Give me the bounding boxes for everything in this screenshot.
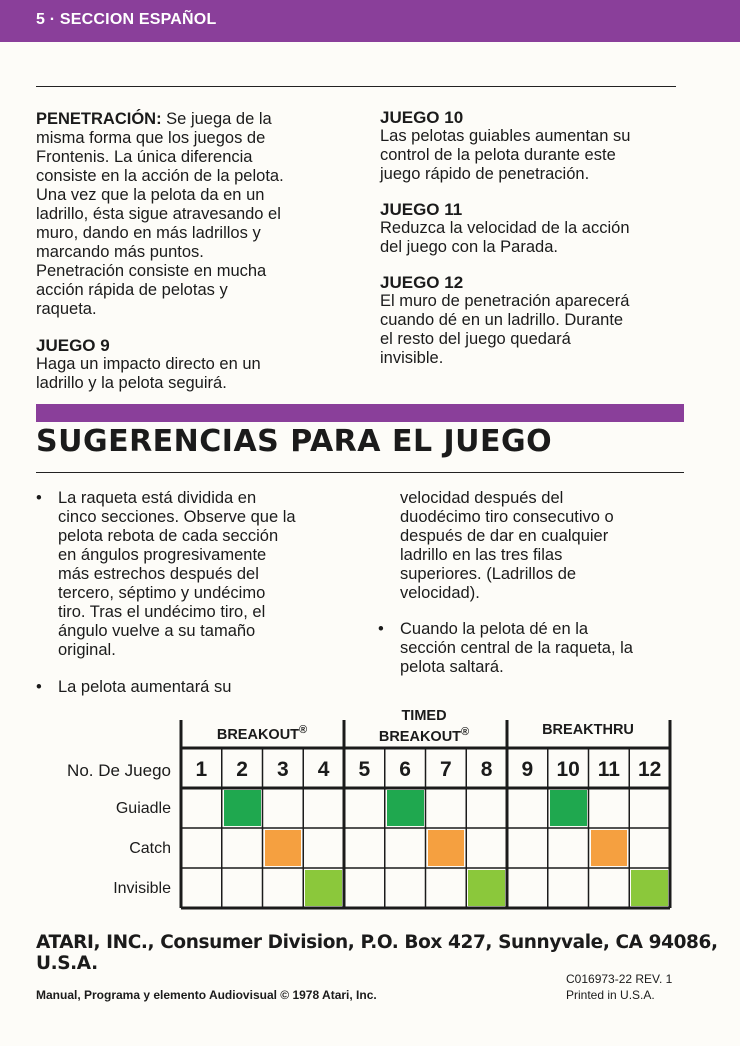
intro-line: raqueta. xyxy=(36,300,97,318)
group-name: BREAKOUT xyxy=(378,728,462,745)
intro-line: acción rápida de pelotas y xyxy=(36,281,228,299)
intro-line: misma forma que los juegos de xyxy=(36,129,266,147)
juego11-title: JUEGO 11 xyxy=(380,200,463,219)
tip-line: Cuando la pelota dé en la xyxy=(400,620,589,638)
juego10-line: Las pelotas guiables aumentan su xyxy=(380,127,631,145)
tip-line: duodécimo tiro consecutivo o xyxy=(400,508,614,526)
intro-line: Frontenis. La única diferencia xyxy=(36,148,253,166)
group-name: BREAKOUT xyxy=(216,726,300,743)
tip-line: ángulo vuelve a su tamaño xyxy=(58,622,256,640)
game-number-2: 2 xyxy=(236,758,248,781)
game-number-6: 6 xyxy=(399,758,411,781)
game-number-3: 3 xyxy=(277,758,289,781)
intro-line: ladrillo, ésta sigue atravesando el xyxy=(36,205,281,223)
printed-in-line: Printed in U.S.A. xyxy=(566,988,655,1002)
game-number-12: 12 xyxy=(637,758,662,781)
game-number-10: 10 xyxy=(556,758,580,781)
intro-line: marcando más puntos. xyxy=(36,243,204,261)
tip-line: ladrillo en las tres filas xyxy=(400,546,563,564)
tips-title: SUGERENCIAS PARA EL JUEGO xyxy=(36,424,553,459)
bullet-dot: • xyxy=(36,489,42,507)
intro-line: Una vez que la pelota da en un xyxy=(36,186,265,204)
juego9-line: ladrillo y la pelota seguirá. xyxy=(36,374,227,392)
copyright-line: Manual, Programa y elemento Audiovisual © 1978 Atari, Inc. xyxy=(36,988,377,1002)
juego11-line: del juego con la Parada. xyxy=(380,238,558,256)
game-number-7: 7 xyxy=(440,758,452,781)
tip-line: tiro. Tras el undécimo tiro, el xyxy=(58,603,266,621)
row-header-no-de-juego: No. De Juego xyxy=(67,761,171,780)
tip-line: más estrechos después del xyxy=(58,565,259,583)
juego10-title: JUEGO 10 xyxy=(380,108,464,127)
tip-line: pelota saltará. xyxy=(400,658,504,676)
bullet-dot: • xyxy=(36,678,42,696)
section-header-text: 5 · SECCION ESPAÑOL xyxy=(36,11,217,28)
tip-line: en ángulos progresivamente xyxy=(58,546,267,564)
game-number-4: 4 xyxy=(317,758,330,781)
juego12-line: invisible. xyxy=(380,349,444,367)
juego12-title: JUEGO 12 xyxy=(380,273,464,292)
tip-line: velocidad después del xyxy=(400,489,564,507)
row-label-catch: Catch xyxy=(129,840,171,857)
tip-line: La raqueta está dividida en xyxy=(58,489,257,507)
juego11-line: Reduzca la velocidad de la acción xyxy=(380,219,630,237)
intro-line: muro, dando en más ladrillos y xyxy=(36,224,261,242)
tip-line: velocidad). xyxy=(400,584,480,602)
tip-line: pelota rebota de cada sección xyxy=(58,527,279,545)
intro-line: Penetración consiste en mucha xyxy=(36,262,267,280)
group-name: TIMED xyxy=(401,708,447,724)
game-number-1: 1 xyxy=(195,758,208,781)
row-label-invisible: Invisible xyxy=(113,880,171,897)
atari-address: ATARI, INC., Consumer Division, P.O. Box 427, Sunnyvale, CA 94086, U.S.A. xyxy=(36,932,718,974)
juego9-title: JUEGO 9 xyxy=(36,336,110,355)
juego12-line: el resto del juego quedará xyxy=(380,330,571,348)
row-label-guiadle: Guiadle xyxy=(115,800,171,817)
group-name: BREAKTHRU xyxy=(542,722,634,738)
juego10-line: control de la pelota durante este xyxy=(380,146,616,164)
intro-line: Se juega de la xyxy=(161,110,272,128)
bullet-dot: • xyxy=(378,620,384,638)
juego9-line: Haga un impacto directo en un xyxy=(36,355,261,373)
tip-line: original. xyxy=(58,641,116,659)
tip-line: tercero, séptimo y undécimo xyxy=(58,584,266,602)
game-number-8: 8 xyxy=(480,758,493,781)
game-number-9: 9 xyxy=(521,758,534,781)
juego10-line: juego rápido de penetración. xyxy=(380,165,590,183)
game-number-11: 11 xyxy=(597,758,620,781)
tip-line: cinco secciones. Observe que la xyxy=(58,508,296,526)
penetracion-term: PENETRACIÓN: xyxy=(36,110,162,128)
juego12-line: cuando dé en un ladrillo. Durante xyxy=(380,311,624,329)
registered-mark: ® xyxy=(461,726,470,738)
game-number-5: 5 xyxy=(358,758,371,781)
juego12-line: El muro de penetración aparecerá xyxy=(380,292,630,310)
tip-line: sección central de la raqueta, la xyxy=(400,639,633,657)
document-code: C016973-22 REV. 1 xyxy=(566,972,673,986)
intro-line: consiste en la acción de la pelota. xyxy=(36,167,284,185)
tip-line: superiores. (Ladrillos de xyxy=(400,565,577,583)
tip-line: después de dar en cualquier xyxy=(400,527,609,545)
registered-mark: ® xyxy=(299,724,308,736)
tip-line: La pelota aumentará su xyxy=(58,678,232,696)
